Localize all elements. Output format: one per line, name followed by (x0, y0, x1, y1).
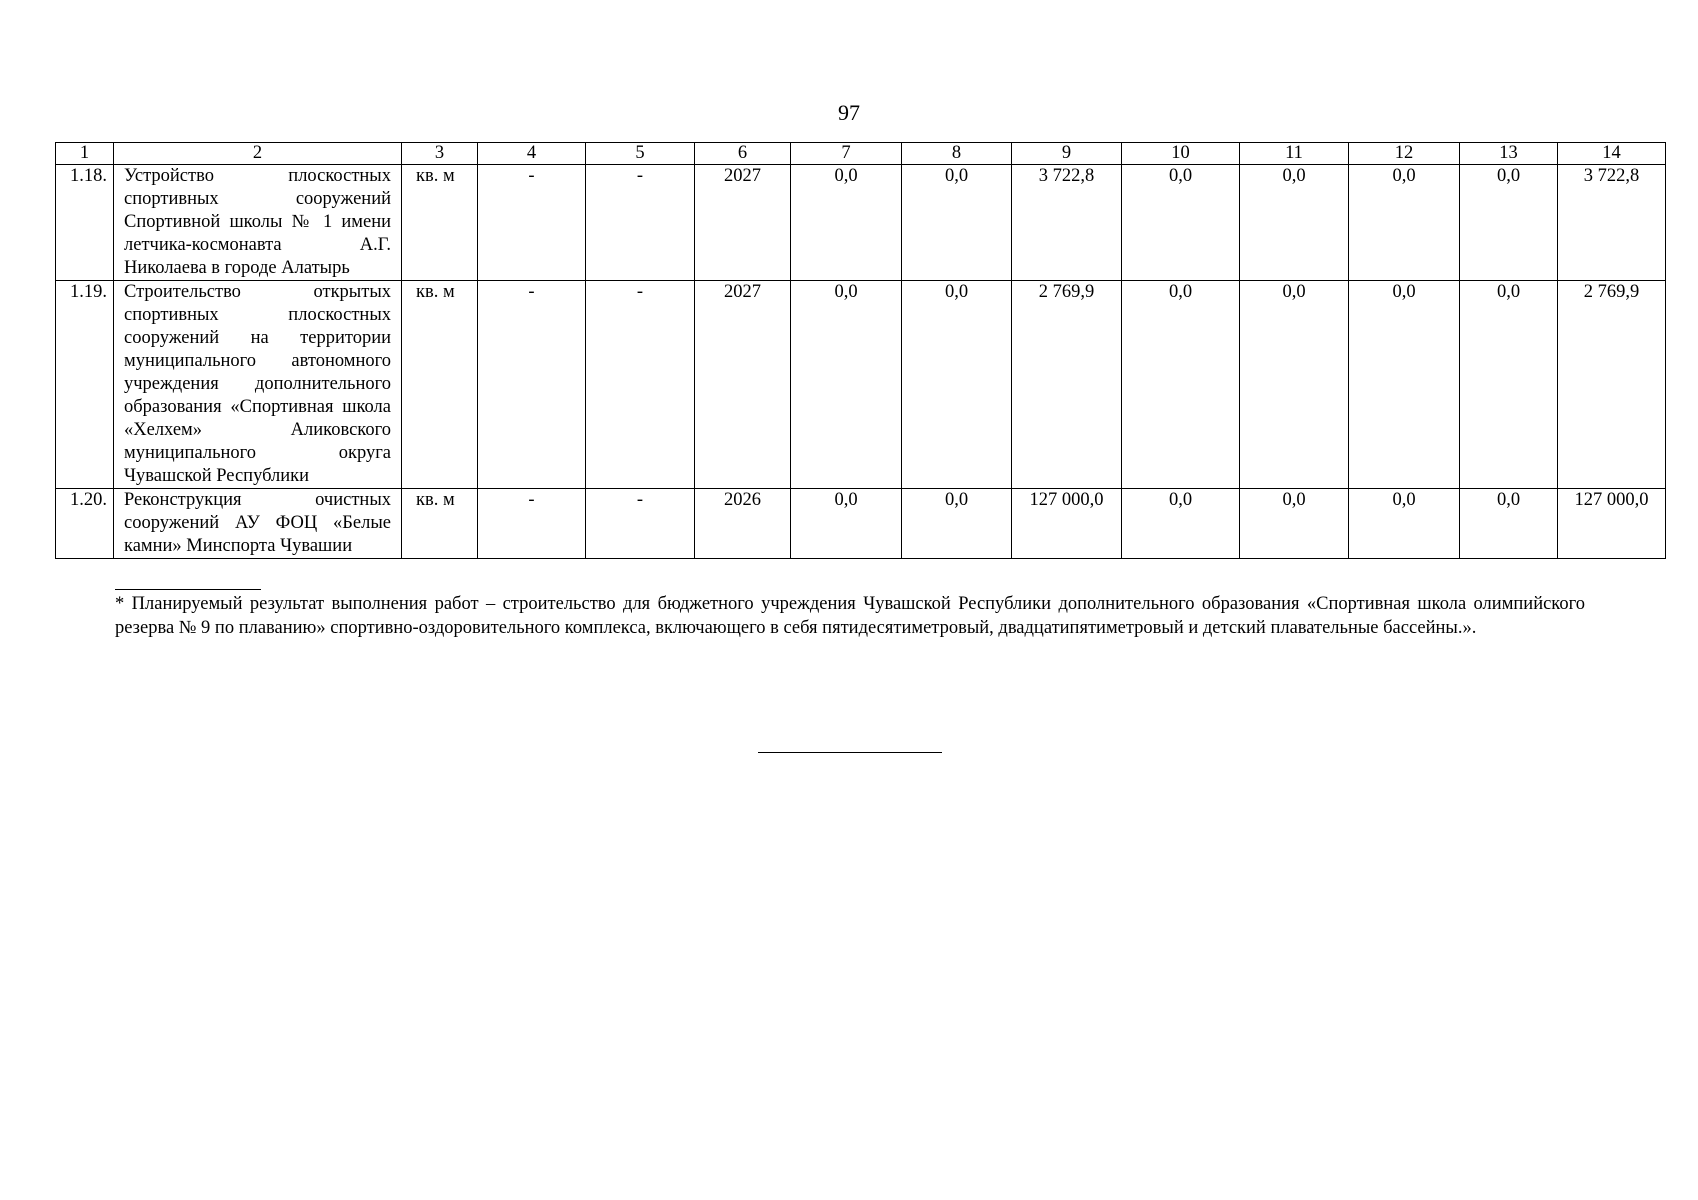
header-cell: 4 (478, 143, 586, 165)
cell-col10: 0,0 (1122, 281, 1240, 489)
header-cell: 7 (791, 143, 902, 165)
table-row (56, 489, 1666, 559)
cell-col13: 0,0 (1460, 281, 1558, 489)
cell-col11: 0,0 (1240, 281, 1349, 489)
object-name: Строительство открытых спортивных плоскостных сооружений на территории муниципального автономного учреждения дополнительного образования «Спортивная школа «Хелхем» Аликовского муниципального округа Чувашской Республики (114, 281, 402, 489)
cell-col8: 0,0 (902, 489, 1012, 559)
cell-col8: 0,0 (902, 165, 1012, 281)
cell-col4: - (478, 281, 586, 489)
header-cell: 10 (1122, 143, 1240, 165)
cell-col7: 0,0 (791, 489, 902, 559)
header-cell: 13 (1460, 143, 1558, 165)
cell-col12: 0,0 (1349, 165, 1460, 281)
header-cell: 9 (1012, 143, 1122, 165)
cell-col9: 3 722,8 (1012, 165, 1122, 281)
page-number: 97 (838, 100, 860, 125)
cell-col13: 0,0 (1460, 165, 1558, 281)
cell-col10: 0,0 (1122, 165, 1240, 281)
row-number: 1.18. (56, 165, 114, 281)
header-cell: 1 (56, 143, 114, 165)
header-cell: 14 (1558, 143, 1666, 165)
data-table (55, 142, 1666, 559)
cell-col7: 0,0 (791, 165, 902, 281)
unit-cell: кв. м (402, 281, 478, 489)
cell-col5: - (586, 489, 695, 559)
cell-col5: - (586, 165, 695, 281)
header-cell: 3 (402, 143, 478, 165)
table-header-row (56, 143, 1666, 165)
cell-col10: 0,0 (1122, 489, 1240, 559)
year-cell: 2027 (695, 281, 791, 489)
cell-col13: 0,0 (1460, 489, 1558, 559)
cell-col9: 2 769,9 (1012, 281, 1122, 489)
year-cell: 2026 (695, 489, 791, 559)
cell-col12: 0,0 (1349, 489, 1460, 559)
cell-col4: - (478, 489, 586, 559)
cell-col11: 0,0 (1240, 489, 1349, 559)
cell-col4: - (478, 165, 586, 281)
footnote-separator (115, 589, 261, 590)
object-name: Реконструкция очистных сооружений АУ ФОЦ «Белые камни» Минспорта Чувашии (114, 489, 402, 559)
header-cell: 11 (1240, 143, 1349, 165)
header-cell: 12 (1349, 143, 1460, 165)
header-cell: 8 (902, 143, 1012, 165)
cell-col14: 3 722,8 (1558, 165, 1666, 281)
object-name: Устройство плоскостных спортивных сооружений Спортивной школы № 1 имени летчика-космонавта А.Г. Николаева в городе Алатырь (114, 165, 402, 281)
end-separator (758, 752, 942, 753)
header-cell: 5 (586, 143, 695, 165)
header-cell: 6 (695, 143, 791, 165)
cell-col8: 0,0 (902, 281, 1012, 489)
cell-col11: 0,0 (1240, 165, 1349, 281)
table-row (56, 281, 1666, 489)
cell-col14: 2 769,9 (1558, 281, 1666, 489)
header-cell: 2 (114, 143, 402, 165)
row-number: 1.20. (56, 489, 114, 559)
cell-col5: - (586, 281, 695, 489)
unit-cell: кв. м (402, 489, 478, 559)
cell-col7: 0,0 (791, 281, 902, 489)
cell-col14: 127 000,0 (1558, 489, 1666, 559)
unit-cell: кв. м (402, 165, 478, 281)
table-row (56, 165, 1666, 281)
cell-col12: 0,0 (1349, 281, 1460, 489)
year-cell: 2027 (695, 165, 791, 281)
row-number: 1.19. (56, 281, 114, 489)
cell-col9: 127 000,0 (1012, 489, 1122, 559)
footnote-text: * Планируемый результат выполнения работ – строительство для бюджетного учреждения Чувашской Республики дополнительного образования «Спортивная школа олимпийского резерва № 9 по плаванию» спортивно-оздоровительного комплекса, включающего в себя пятидесятиметровый, двадцатипятиметровый и детский плавательные бассейны.». (115, 594, 1585, 638)
